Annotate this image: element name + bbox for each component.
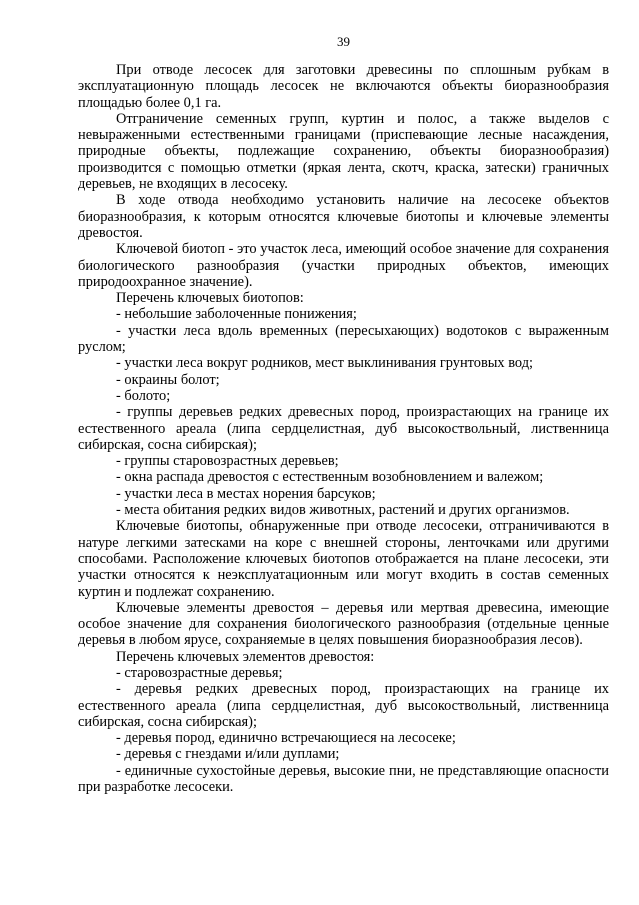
list-item: - участки леса вдоль временных (пересыхающих) водотоков с выраженным руслом; [78,322,609,356]
list-item: - места обитания редких видов животных, растений и других организмов. [116,502,570,519]
paragraph-clearcut-exclusion: При отводе лесосек для заготовки древесины по сплошным рубкам в эксплуатационную площадь лесосек не включаются объекты биоразнообразия площадью более 0,1 га. [78,62,609,111]
paragraph-key-biotope-list-heading: Перечень ключевых биотопов: [116,290,304,307]
list-item: - участки леса вокруг родников, мест выклинивания грунтовых вод; [116,355,534,372]
body-text [78,62,609,795]
list-item: - старовозрастные деревья; [116,664,283,681]
list-item: - деревья редких древесных пород, произрастающих на границе их естественного ареала (липа сердцелистная, дуб высокоствольный, лиственница сибирская, сосна сибирская); [78,681,609,730]
paragraph-biodiversity-objects: В ходе отвода необходимо установить наличие на лесосеке объектов биоразнообразия, к которым относятся ключевые биотопы и ключевые элементы древостоя. [78,192,609,241]
list-item: - группы деревьев редких древесных пород, произрастающих на границе их естественного ареала (липа сердцелистная, дуб высокоствольный, лиственница сибирская, сосна сибирская); [78,404,609,453]
paragraph-key-biotope-definition: Ключевой биотоп - это участок леса, имеющий особое значение для сохранения биологического разнообразия (участки природных объектов, имеющих природоохранное значение). [78,241,609,290]
list-item: - окраины болот; [116,371,220,388]
list-item: - окна распада древостоя с естественным возобновлением и валежом; [116,469,544,486]
list-item: - группы старовозрастных деревьев; [116,453,339,470]
list-item: - небольшие заболоченные понижения; [116,306,357,323]
list-item: - деревья с гнездами и/или дуплами; [116,746,340,763]
paragraph-key-elements-definition: Ключевые элементы древостоя – деревья или мертвая древесина, имеющие особое значение для сохранения биологического разнообразия (отдельные ценные деревья в любом ярусе, сохраняемые в целях повышения биоразнообразия лесов). [78,599,609,649]
list-item: - единичные сухостойные деревья, высокие пни, не представляющие опасности при разработке лесосеки. [78,762,609,796]
paragraph-boundary-marking: Отграничение семенных групп, куртин и полос, а также выделов с невыраженными естественными границами (приспевающие лесные насаждения, природные объекты, подлежащие сохранению, объекты биоразнообразия) производится с помощью отметки (яркая лента, скотч, краска, затески) граничных деревьев, не входящих в лесосеку. [78,110,609,193]
paragraph-key-elements-list-heading: Перечень ключевых элементов древостоя: [116,648,375,665]
page-number: 39 [337,34,350,49]
paragraph-key-biotope-marking: Ключевые биотопы, обнаруженные при отводе лесосеки, отграничиваются в натуре легкими затесками на коре с внешней стороны, ленточками или другими способами. Расположение ключевых биотопов отображается на плане лесосеки, эти участки относятся к неэксплуатационным или могут входить в состав семенных куртин и подлежат сохранению. [78,518,609,600]
list-item: - деревья пород, единично встречающиеся на лесосеке; [116,730,456,747]
list-item: - болото; [116,387,171,404]
list-item: - участки леса в местах норения барсуков; [116,485,376,502]
